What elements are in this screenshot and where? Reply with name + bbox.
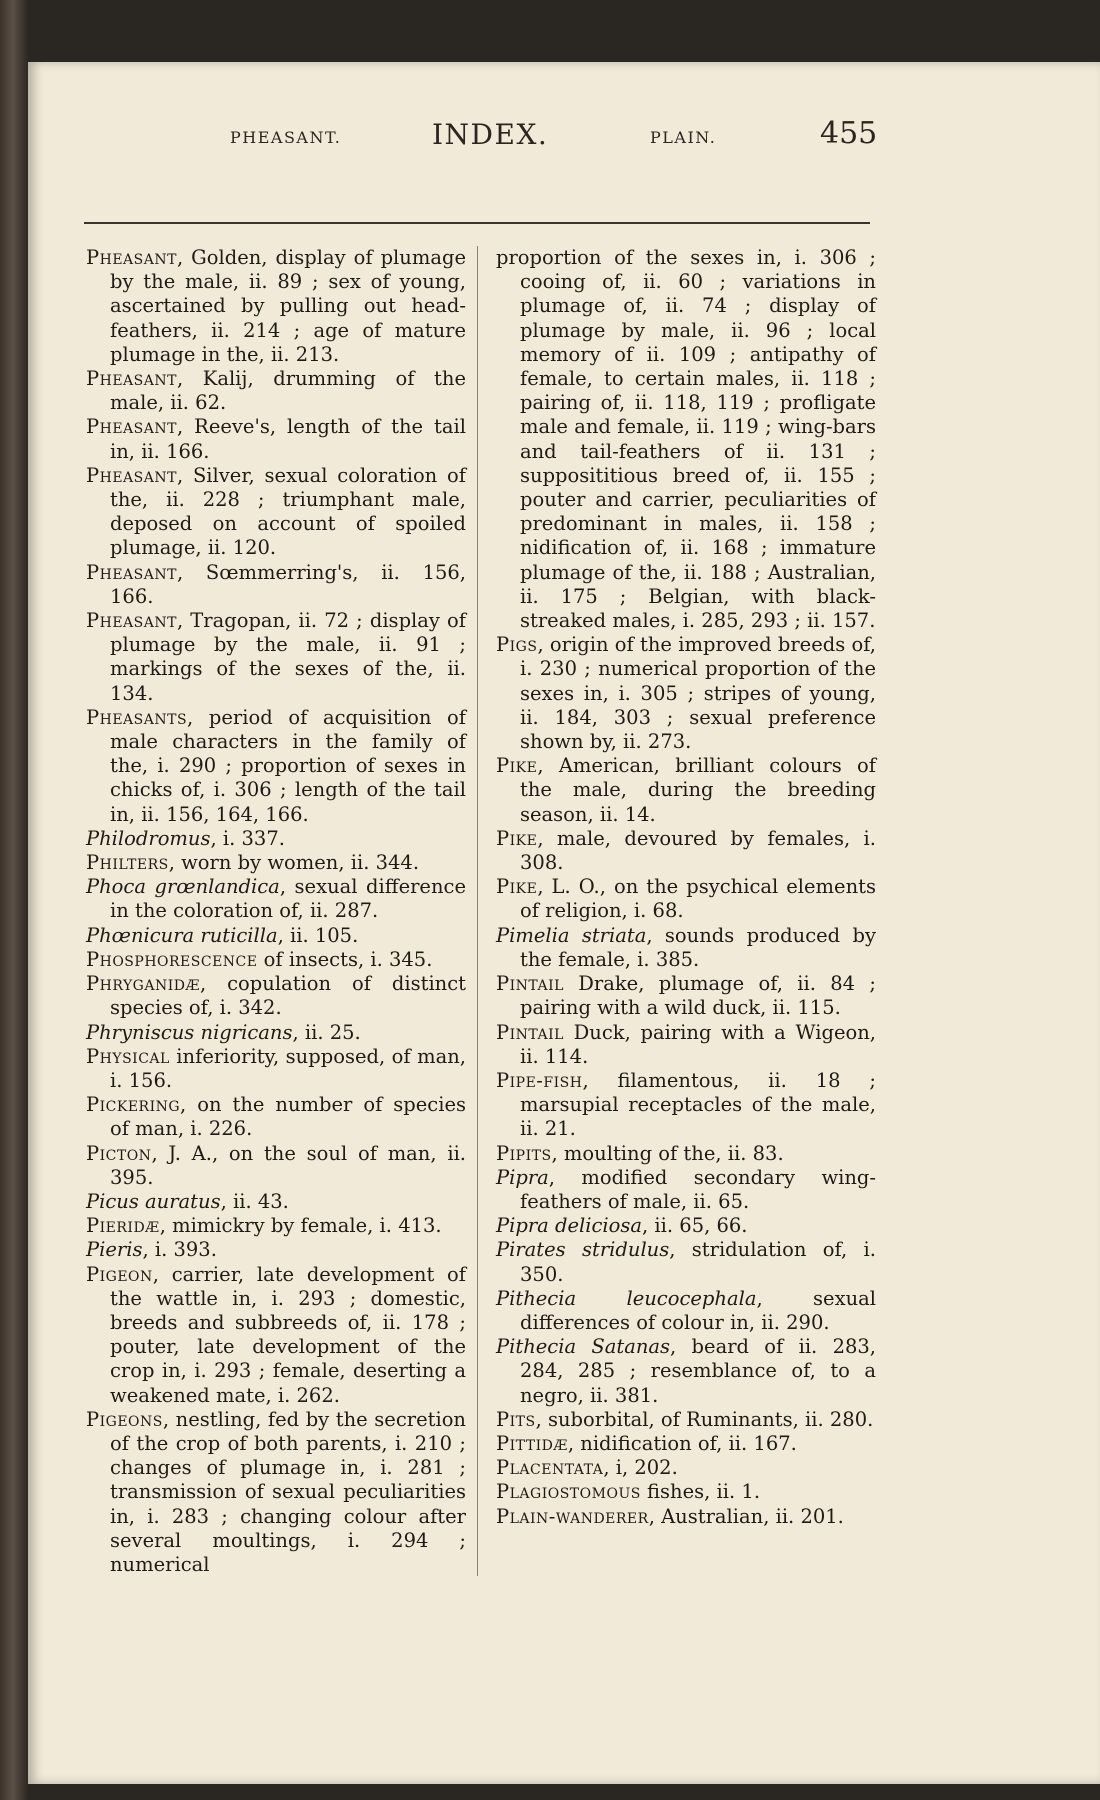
entry-headword: Plain-wanderer xyxy=(496,1504,649,1528)
index-entry xyxy=(86,1021,466,1045)
entry-headword: Philodromus xyxy=(86,826,211,850)
entry-headword: Pieris xyxy=(86,1238,143,1262)
index-entry xyxy=(496,875,876,923)
index-entry xyxy=(496,1142,876,1166)
entry-text: , moulting of the, ii. 83. xyxy=(551,1141,784,1165)
entry-text: , Golden, display of plumage by the male, ii. 89 ; sex of young, ascertained by pulling out head-feathers, ii. 214 ; age of mature plumage in the, ii. 213. xyxy=(110,246,466,366)
index-entry xyxy=(496,827,876,875)
entry-text: , stridulation of, i. 350. xyxy=(520,1238,876,1286)
index-entry xyxy=(86,1408,466,1577)
index-entry xyxy=(496,1456,876,1480)
index-entry xyxy=(86,1190,466,1214)
index-entry xyxy=(86,1263,466,1408)
index-entry xyxy=(86,367,466,415)
running-header xyxy=(200,110,878,170)
entry-headword: Pintail xyxy=(496,1020,564,1044)
index-entry xyxy=(86,1045,466,1093)
entry-text: , modified secondary wing-feathers of male, ii. 65. xyxy=(520,1165,876,1213)
index-entry xyxy=(496,1335,876,1408)
index-entry xyxy=(86,827,466,851)
entry-text: , worn by women, ii. 344. xyxy=(168,851,420,875)
index-entry xyxy=(496,1432,876,1456)
entry-text: , filamentous, ii. 18 ; marsupial receptacles of the male, ii. 21. xyxy=(520,1068,876,1141)
entry-text: , Silver, sexual coloration of the, ii. 228 ; triumphant male, deposed on account of spoiled plumage, ii. 120. xyxy=(110,463,466,560)
index-entry xyxy=(496,1021,876,1069)
index-entry xyxy=(496,1166,876,1214)
entry-text: proportion of the sexes in, i. 306 ; cooing of, ii. 60 ; variations in plumage of, ii. 74 ; display of plumage by male, ii. 96 ; local memory of ii. 109 ; antipathy of female, to certain males, ii. 118 ; pairing of, ii. 118, 119 ; profligate male and female, ii. 119 ; wing-bars and tail-feathers of ii. 131 ; supposititious breed of, ii. 155 ; pouter and carrier, peculiarities of predominant in males, ii. 158 ; nidification of, ii. 168 ; immature plumage of the, ii. 188 ; Australian, ii. 175 ; Belgian, with black-streaked males, i. 285, 293 ; ii. 157. xyxy=(496,246,876,633)
entry-text: Drake, plumage of, ii. 84 ; pairing with a wild duck, ii. 115. xyxy=(520,972,876,1020)
index-entry xyxy=(496,246,876,633)
entry-text: , beard of ii. 283, 284, 285 ; resemblance of, to a negro, ii. 381. xyxy=(520,1335,876,1407)
entry-headword: Pipe-fish xyxy=(496,1068,583,1092)
entry-text: , Kalij, drumming of the male, ii. 62. xyxy=(110,367,466,415)
entry-text: , Australian, ii. 201. xyxy=(648,1504,844,1528)
entry-headword: Placentata xyxy=(496,1456,604,1480)
entry-headword: Physical xyxy=(86,1044,170,1068)
entry-headword: Pintail xyxy=(496,972,564,996)
header-title: INDEX. xyxy=(432,118,549,151)
entry-text: , carrier, late development of the wattle in, i. 293 ; domestic, breeds and subbreeds of, ii. 178 ; pouter, late development of the crop in, i. 293 ; female, deserting a weakened mate, i. 262. xyxy=(110,1262,466,1407)
entry-headword: Pittidæ xyxy=(496,1431,568,1455)
index-entry xyxy=(496,1069,876,1142)
entry-text: , i, 202. xyxy=(603,1456,678,1480)
entry-headword: Pieridæ xyxy=(86,1214,160,1238)
entry-text: , mimickry by female, i. 413. xyxy=(159,1214,442,1238)
entry-text: , sexual difference in the coloration of, ii. 287. xyxy=(110,875,466,923)
header-right-catchword: PLAIN. xyxy=(650,128,717,147)
entry-text: , J. A., on the soul of man, ii. 395. xyxy=(110,1141,466,1189)
index-entry xyxy=(496,1287,876,1335)
index-entry xyxy=(86,706,466,827)
index-entry xyxy=(86,972,466,1020)
entry-headword: Pheasant xyxy=(86,367,177,391)
entry-text: , ii. 105. xyxy=(277,923,359,947)
index-entry xyxy=(496,1238,876,1286)
index-column-left xyxy=(86,246,466,1577)
index-entry xyxy=(86,875,466,923)
index-entry xyxy=(86,851,466,875)
index-entry xyxy=(496,633,876,754)
entry-text: , nidification of, ii. 167. xyxy=(567,1431,797,1455)
entry-text: , ii. 43. xyxy=(220,1189,289,1213)
page-number: 455 xyxy=(820,116,878,151)
index-entry xyxy=(86,464,466,561)
entry-headword: Pithecia leucocephala xyxy=(496,1286,757,1310)
entry-text: , L. O., on the psychical elements of religion, i. 68. xyxy=(520,875,876,923)
entry-headword: Phryniscus nigricans xyxy=(86,1020,293,1044)
entry-text: , on the number of species of man, i. 226. xyxy=(110,1093,466,1141)
entry-headword: Pheasant xyxy=(86,560,177,584)
entry-text: fishes, ii. 1. xyxy=(640,1480,761,1504)
header-left-catchword: PHEASANT. xyxy=(230,128,342,147)
entry-headword: Phœnicura ruticilla xyxy=(86,923,278,947)
entry-headword: Pheasant xyxy=(86,609,177,633)
entry-headword: Phryganidæ xyxy=(86,972,200,996)
entry-headword: Phosphorescence xyxy=(86,947,258,971)
entry-text: inferiority, supposed, of man, i. 156. xyxy=(110,1044,466,1092)
entry-headword: Pike xyxy=(496,875,538,899)
entry-headword: Pithecia Satanas xyxy=(496,1335,671,1359)
entry-headword: Pike xyxy=(496,826,538,850)
entry-headword: Philters xyxy=(86,851,169,875)
index-entry xyxy=(86,1142,466,1190)
index-entry xyxy=(86,948,466,972)
header-rule xyxy=(84,222,870,224)
entry-headword: Pigeons xyxy=(86,1407,163,1431)
index-entry xyxy=(86,924,466,948)
entry-headword: Pike xyxy=(496,754,538,778)
entry-text: , ii. 25. xyxy=(292,1020,361,1044)
index-column-right xyxy=(496,246,876,1529)
entry-text: , suborbital, of Ruminants, ii. 280. xyxy=(535,1407,874,1431)
entry-headword: Pigeon xyxy=(86,1262,153,1286)
entry-headword: Pheasants xyxy=(86,705,188,729)
column-divider xyxy=(477,246,478,1576)
entry-headword: Pipits xyxy=(496,1141,552,1165)
entry-text: , Sœmmerring's, ii. 156, 166. xyxy=(110,560,466,608)
entry-text: of insects, i. 345. xyxy=(257,947,433,971)
book-spine xyxy=(0,0,28,1800)
entry-text: , i. 393. xyxy=(142,1238,217,1262)
entry-headword: Pipra xyxy=(496,1165,549,1189)
index-entry xyxy=(86,561,466,609)
index-entry xyxy=(496,972,876,1020)
entry-headword: Pheasant xyxy=(86,415,177,439)
entry-text: , male, devoured by females, i. 308. xyxy=(520,826,876,875)
entry-text: , sounds produced by the female, i. 385. xyxy=(520,923,876,971)
index-entry xyxy=(86,1214,466,1238)
entry-headword: Picton xyxy=(86,1141,152,1165)
entry-headword: Pheasant xyxy=(86,246,177,269)
entry-text: , nestling, fed by the secretion of the crop of both parents, i. 210 ; changes of plumage in, i. 281 ; transmission of sexual peculiarities in, i. 283 ; changing colour after several moultings, i. 294 ; numerical xyxy=(110,1407,466,1576)
index-entry xyxy=(496,754,876,827)
entry-text: , copulation of distinct species of, i. 342. xyxy=(110,972,466,1020)
entry-text: , ii. 65, 66. xyxy=(642,1214,748,1238)
index-entry xyxy=(496,1480,876,1504)
entry-headword: Pits xyxy=(496,1407,536,1431)
entry-text: , Tragopan, ii. 72 ; display of plumage by the male, ii. 91 ; markings of the sexes of the, ii. 134. xyxy=(110,609,466,705)
entry-text: , i. 337. xyxy=(210,826,285,850)
entry-text: Duck, pairing with a Wigeon, ii. 114. xyxy=(520,1020,876,1068)
index-entry xyxy=(496,1214,876,1238)
index-entry xyxy=(86,415,466,463)
index-entry xyxy=(86,246,466,367)
entry-headword: Pimelia striata xyxy=(496,923,647,947)
entry-headword: Pirates stridulus xyxy=(496,1238,670,1262)
index-entry xyxy=(496,1408,876,1432)
index-entry xyxy=(86,609,466,706)
entry-text: , sexual differences of colour in, ii. 290. xyxy=(520,1286,876,1334)
index-entry xyxy=(86,1093,466,1141)
entry-text: , Reeve's, length of the tail in, ii. 166. xyxy=(110,415,466,463)
entry-headword: Pickering xyxy=(86,1093,181,1117)
entry-headword: Picus auratus xyxy=(86,1189,221,1213)
entry-headword: Pigs xyxy=(496,633,538,657)
index-entry xyxy=(496,924,876,972)
entry-headword: Pipra deliciosa xyxy=(496,1214,643,1238)
entry-text: , origin of the improved breeds of, i. 230 ; numerical proportion of the sexes in, i. 305 ; stripes of young, ii. 184, 303 ; sexual preference shown by, ii. 273. xyxy=(520,633,876,754)
entry-headword: Plagiostomous xyxy=(496,1480,641,1504)
index-entry xyxy=(86,1238,466,1262)
entry-text: , American, brilliant colours of the male, during the breeding season, ii. 14. xyxy=(520,754,876,826)
entry-headword: Pheasant xyxy=(86,463,177,487)
entry-headword: Phoca grœnlandica xyxy=(86,875,280,899)
entry-text: , period of acquisition of male characters in the family of the, i. 290 ; proportion of sexes in chicks of, i. 306 ; length of the tail in, ii. 156, 164, 166. xyxy=(110,705,466,826)
index-entry xyxy=(496,1505,876,1529)
